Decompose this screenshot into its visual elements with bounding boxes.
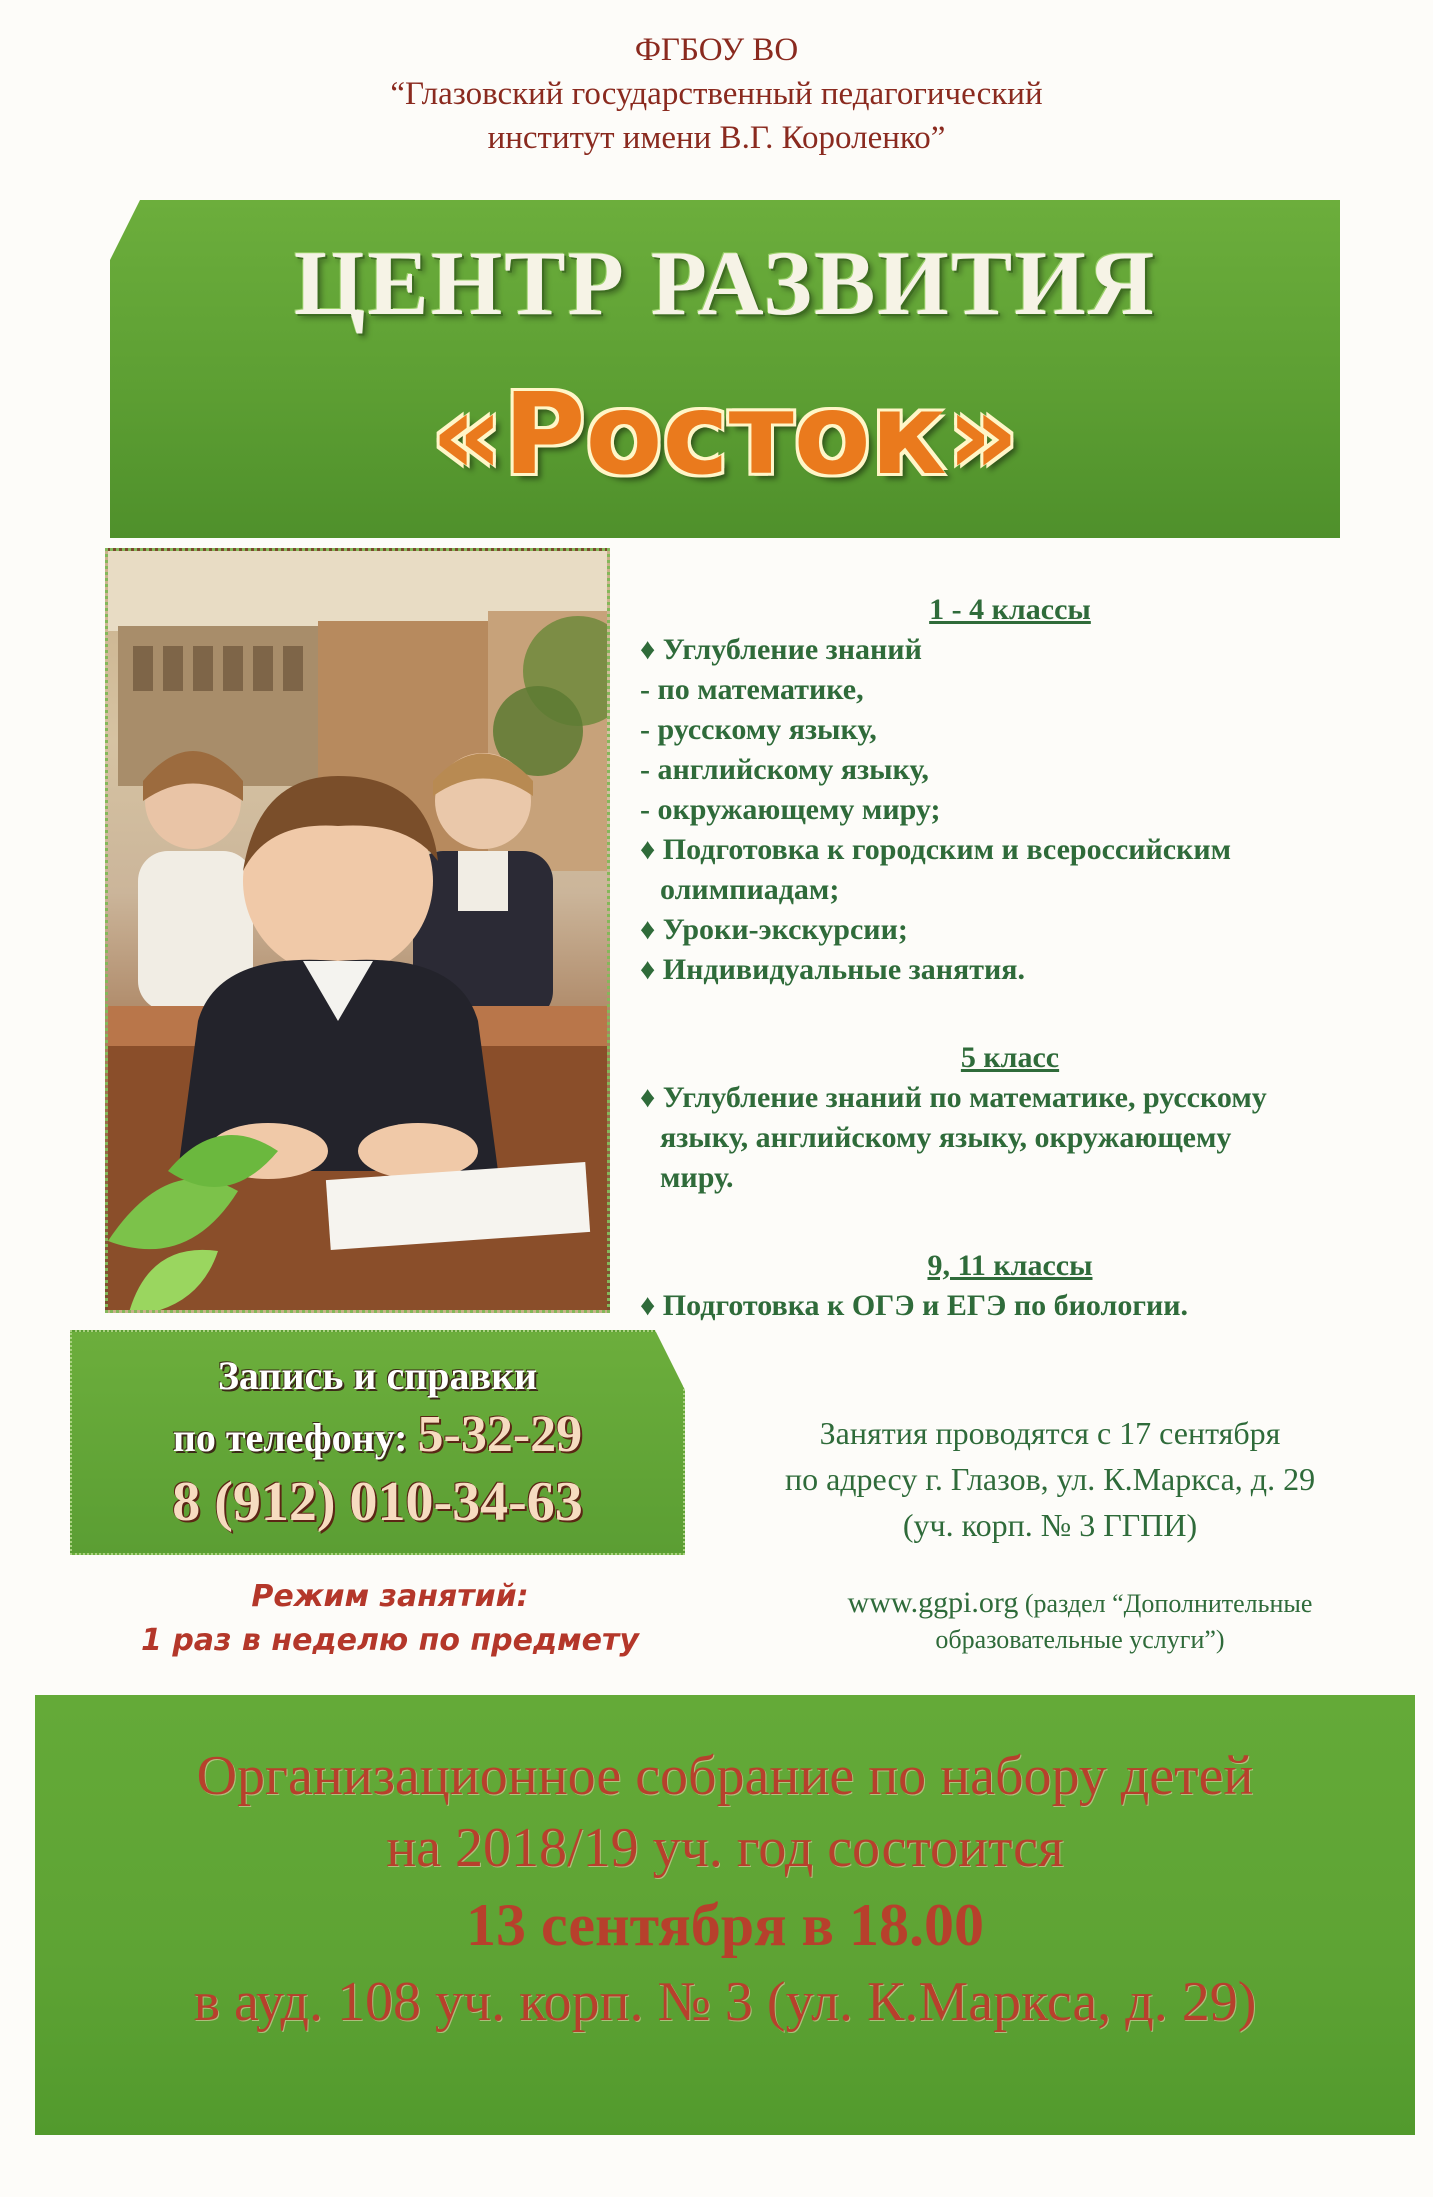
- meeting-line2: на 2018/19 уч. год состоится: [386, 1817, 1064, 1879]
- website-info: [760, 1585, 1400, 1658]
- program-item: ♦ Индивидуальные занятия.: [640, 953, 1025, 986]
- title-name: «Росток»: [431, 370, 1019, 500]
- start-date: Занятия проводятся с 17 сентября: [819, 1415, 1281, 1451]
- contact-phone-label: по телефону:: [172, 1415, 408, 1460]
- website-note: (раздел “Дополнительные: [1024, 1589, 1313, 1618]
- address: по адресу г. Глазов, ул. К.Маркса, д. 29: [784, 1461, 1316, 1497]
- website-note-cont: образовательные услуги”): [935, 1625, 1225, 1654]
- org-type: ФГБОУ ВО: [634, 32, 799, 68]
- program-item: ♦ Углубление знаний по математике, русскому: [640, 1081, 1267, 1114]
- grade-heading-5: 5 класс: [960, 1041, 1060, 1074]
- meeting-location: в ауд. 108 уч. корп. № 3 (ул. К.Маркса, д. 29): [193, 1971, 1257, 2033]
- grade-heading-9-11: 9, 11 классы: [927, 1249, 1093, 1282]
- title-center: ЦЕНТР РАЗВИТИЯ: [293, 232, 1157, 334]
- contact-phone-line: [70, 1405, 685, 1464]
- phone-mobile[interactable]: 8 (912) 010-34-63: [172, 1471, 583, 1533]
- program-item: ♦ Уроки-экскурсии;: [640, 913, 908, 946]
- contact-heading: Запись и справки: [217, 1353, 538, 1398]
- program-item: - по математике,: [640, 673, 864, 706]
- institute-name-line1: “Глазовский государственный педагогический: [390, 76, 1043, 112]
- program-item: - английскому языку,: [640, 753, 929, 786]
- institute-name-line2: институт имени В.Г. Короленко”: [487, 120, 946, 156]
- program-item: - русскому языку,: [640, 713, 877, 746]
- program-item: - окружающему миру;: [640, 793, 941, 826]
- schedule-note: [110, 1575, 670, 1663]
- schedule-frequency: 1 раз в неделю по предмету: [141, 1623, 639, 1658]
- program-item: языку, английскому языку, окружающему: [660, 1121, 1232, 1154]
- grade-heading-1-4: 1 - 4 классы: [929, 593, 1091, 626]
- programs-list: [640, 590, 1420, 1326]
- institution-header: [0, 28, 1433, 160]
- meeting-announcement: [35, 1740, 1415, 2038]
- program-item: ♦ Подготовка к ОГЭ и ЕГЭ по биологии.: [640, 1289, 1189, 1322]
- program-item: миру.: [660, 1161, 734, 1194]
- program-item: ♦ Подготовка к городским и всероссийским: [640, 833, 1232, 866]
- classroom-illustration: [108, 551, 610, 1313]
- website-link[interactable]: www.ggpi.org: [847, 1586, 1019, 1619]
- phone-landline[interactable]: 5-32-29: [417, 1406, 583, 1463]
- meeting-datetime: 13 сентября в 18.00: [466, 1892, 984, 1958]
- classroom-photo: [105, 548, 610, 1313]
- location-info: [700, 1410, 1400, 1548]
- building: (уч. корп. № 3 ГГПИ): [902, 1507, 1198, 1543]
- schedule-heading: Режим занятий:: [251, 1579, 529, 1614]
- program-item: олимпиадам;: [660, 873, 840, 906]
- meeting-line1: Организационное собрание по набору детей: [196, 1745, 1254, 1807]
- program-item: ♦ Углубление знаний: [640, 633, 922, 666]
